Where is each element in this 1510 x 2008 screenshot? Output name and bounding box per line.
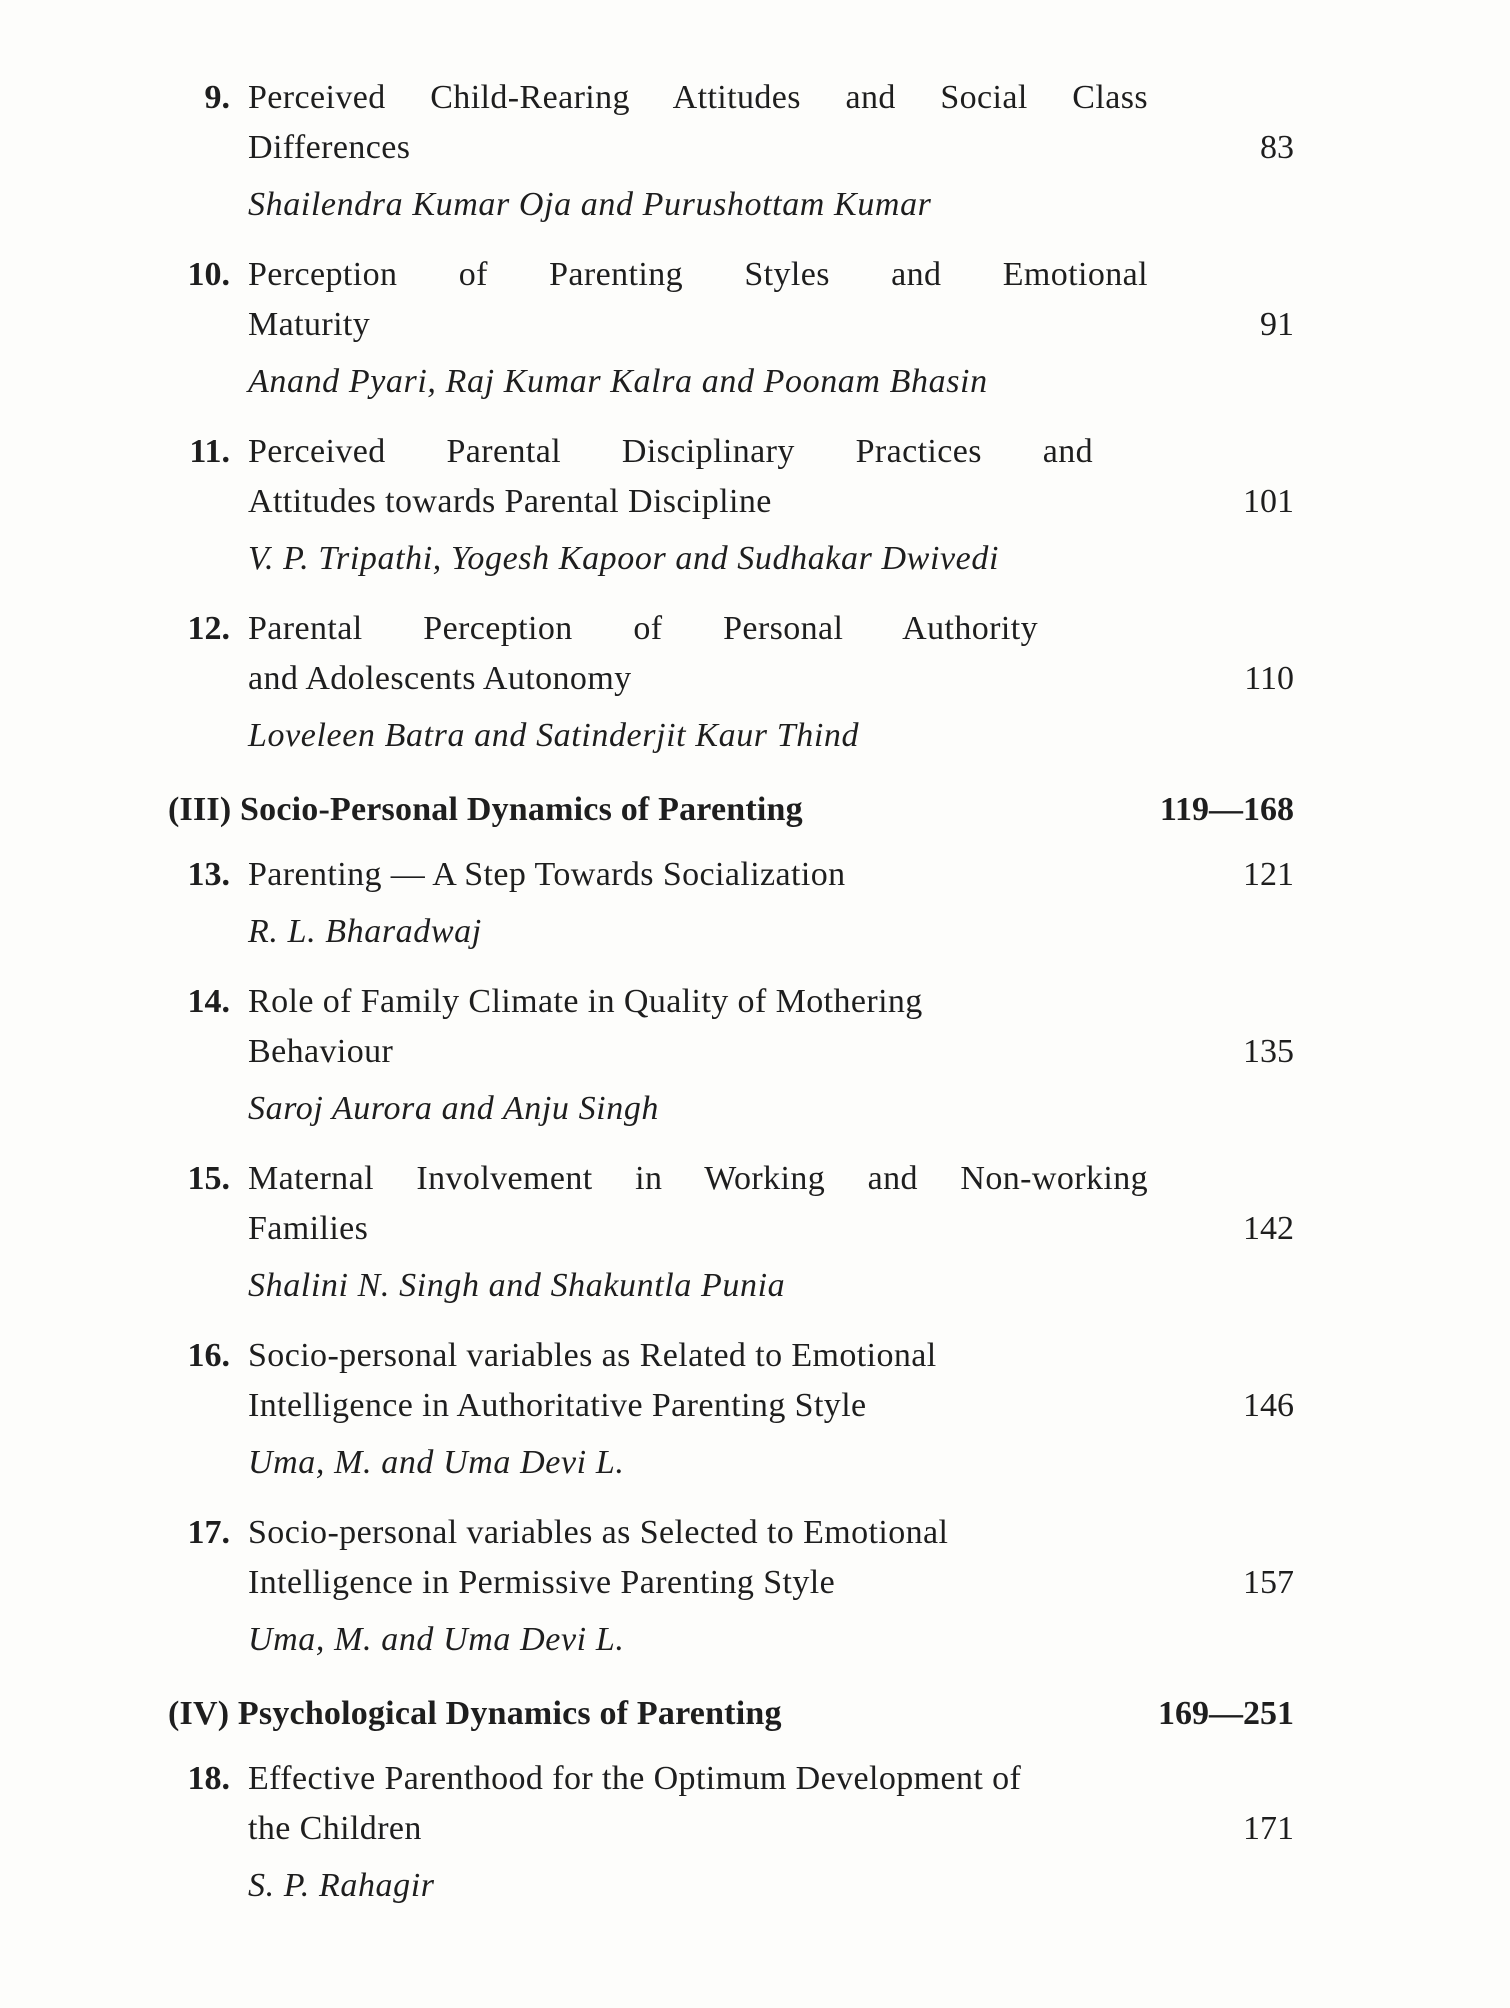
entry-title-line2: and Adolescents Autonomy (248, 660, 632, 697)
entry-page-number: 146 (1243, 1387, 1294, 1424)
entry-title-line2: Attitudes towards Parental Discipline (248, 483, 772, 520)
entry-authors: R. L. Bharadwaj (248, 913, 482, 950)
section-heading-iv (168, 1684, 1308, 1744)
entry-page-number: 121 (1243, 856, 1294, 893)
entry-title-line1: Parental Perception of Personal Authority (248, 610, 1038, 647)
entry-authors: V. P. Tripathi, Yogesh Kapoor and Sudhakar Dwivedi (248, 540, 1000, 577)
entry-authors: Anand Pyari, Raj Kumar Kalra and Poonam Bhasin (248, 363, 988, 400)
entry-title-line2: Maturity (248, 306, 371, 343)
entry-page-number: 171 (1243, 1810, 1294, 1847)
toc-entry-14 (168, 977, 1308, 1141)
entry-title-line2: Families (248, 1210, 369, 1247)
section-title: (III) Socio-Personal Dynamics of Parenting (168, 791, 803, 828)
entry-number: 18. (187, 1760, 230, 1797)
entry-title-line1: Perceived Child-Rearing Attitudes and Social Class (248, 79, 1148, 116)
section-heading-iii (168, 780, 1308, 840)
toc-entry-9 (168, 73, 1308, 237)
section-title: (IV) Psychological Dynamics of Parenting (168, 1695, 782, 1732)
entry-title-line1: Effective Parenthood for the Optimum Development of (248, 1760, 1022, 1797)
entry-title-line1: Parenting — A Step Towards Socialization (248, 856, 846, 893)
toc-entry-13 (168, 850, 1308, 964)
entry-number: 16. (187, 1337, 230, 1374)
entry-authors: Saroj Aurora and Anju Singh (248, 1090, 660, 1127)
entry-title-line2: Behaviour (248, 1033, 394, 1070)
entry-authors: Uma, M. and Uma Devi L. (248, 1621, 625, 1658)
entry-title-line2: Differences (248, 129, 411, 166)
toc-entry-17 (168, 1508, 1308, 1672)
entry-number: 10. (187, 256, 230, 293)
entry-number: 14. (187, 983, 230, 1020)
entry-page-number: 135 (1243, 1033, 1294, 1070)
entry-authors: Uma, M. and Uma Devi L. (248, 1444, 625, 1481)
entry-title-line1: Role of Family Climate in Quality of Mothering (248, 983, 923, 1020)
toc-entry-16 (168, 1331, 1308, 1495)
entry-number: 13. (187, 856, 230, 893)
entry-title-line1: Socio-personal variables as Selected to Emotional (248, 1514, 949, 1551)
toc-entry-11 (168, 427, 1308, 591)
entry-title-line1: Socio-personal variables as Related to Emotional (248, 1337, 937, 1374)
entry-page-number: 83 (1260, 129, 1294, 166)
entry-title-line1: Perceived Parental Disciplinary Practices and (248, 433, 1093, 470)
entry-number: 9. (204, 79, 230, 116)
entry-title-line2: the Children (248, 1810, 422, 1847)
entry-page-number: 91 (1260, 306, 1294, 343)
entry-title-line2: Intelligence in Permissive Parenting Style (248, 1564, 836, 1601)
entry-authors: Shalini N. Singh and Shakuntla Punia (248, 1267, 786, 1304)
entry-number: 11. (189, 433, 230, 470)
entry-page-number: 101 (1243, 483, 1294, 520)
toc-entry-12 (168, 604, 1308, 768)
entry-authors: Loveleen Batra and Satinderjit Kaur Thind (248, 717, 860, 754)
entry-page-number: 157 (1243, 1564, 1294, 1601)
section-page-range: 169—251 (1158, 1695, 1294, 1732)
toc-entry-18 (168, 1754, 1308, 1918)
entry-authors: S. P. Rahagir (248, 1867, 435, 1904)
toc-entry-15 (168, 1154, 1308, 1318)
toc-entry-10 (168, 250, 1308, 414)
entry-number: 15. (187, 1160, 230, 1197)
entry-title-line1: Perception of Parenting Styles and Emotional (248, 256, 1148, 293)
entry-number: 17. (187, 1514, 230, 1551)
entry-page-number: 110 (1244, 660, 1294, 697)
entry-title-line1: Maternal Involvement in Working and Non-working (248, 1160, 1148, 1197)
entry-authors: Shailendra Kumar Oja and Purushottam Kumar (248, 186, 932, 223)
entry-title-line2: Intelligence in Authoritative Parenting Style (248, 1387, 867, 1424)
entry-page-number: 142 (1243, 1210, 1294, 1247)
entry-number: 12. (187, 610, 230, 647)
section-page-range: 119—168 (1159, 791, 1294, 828)
